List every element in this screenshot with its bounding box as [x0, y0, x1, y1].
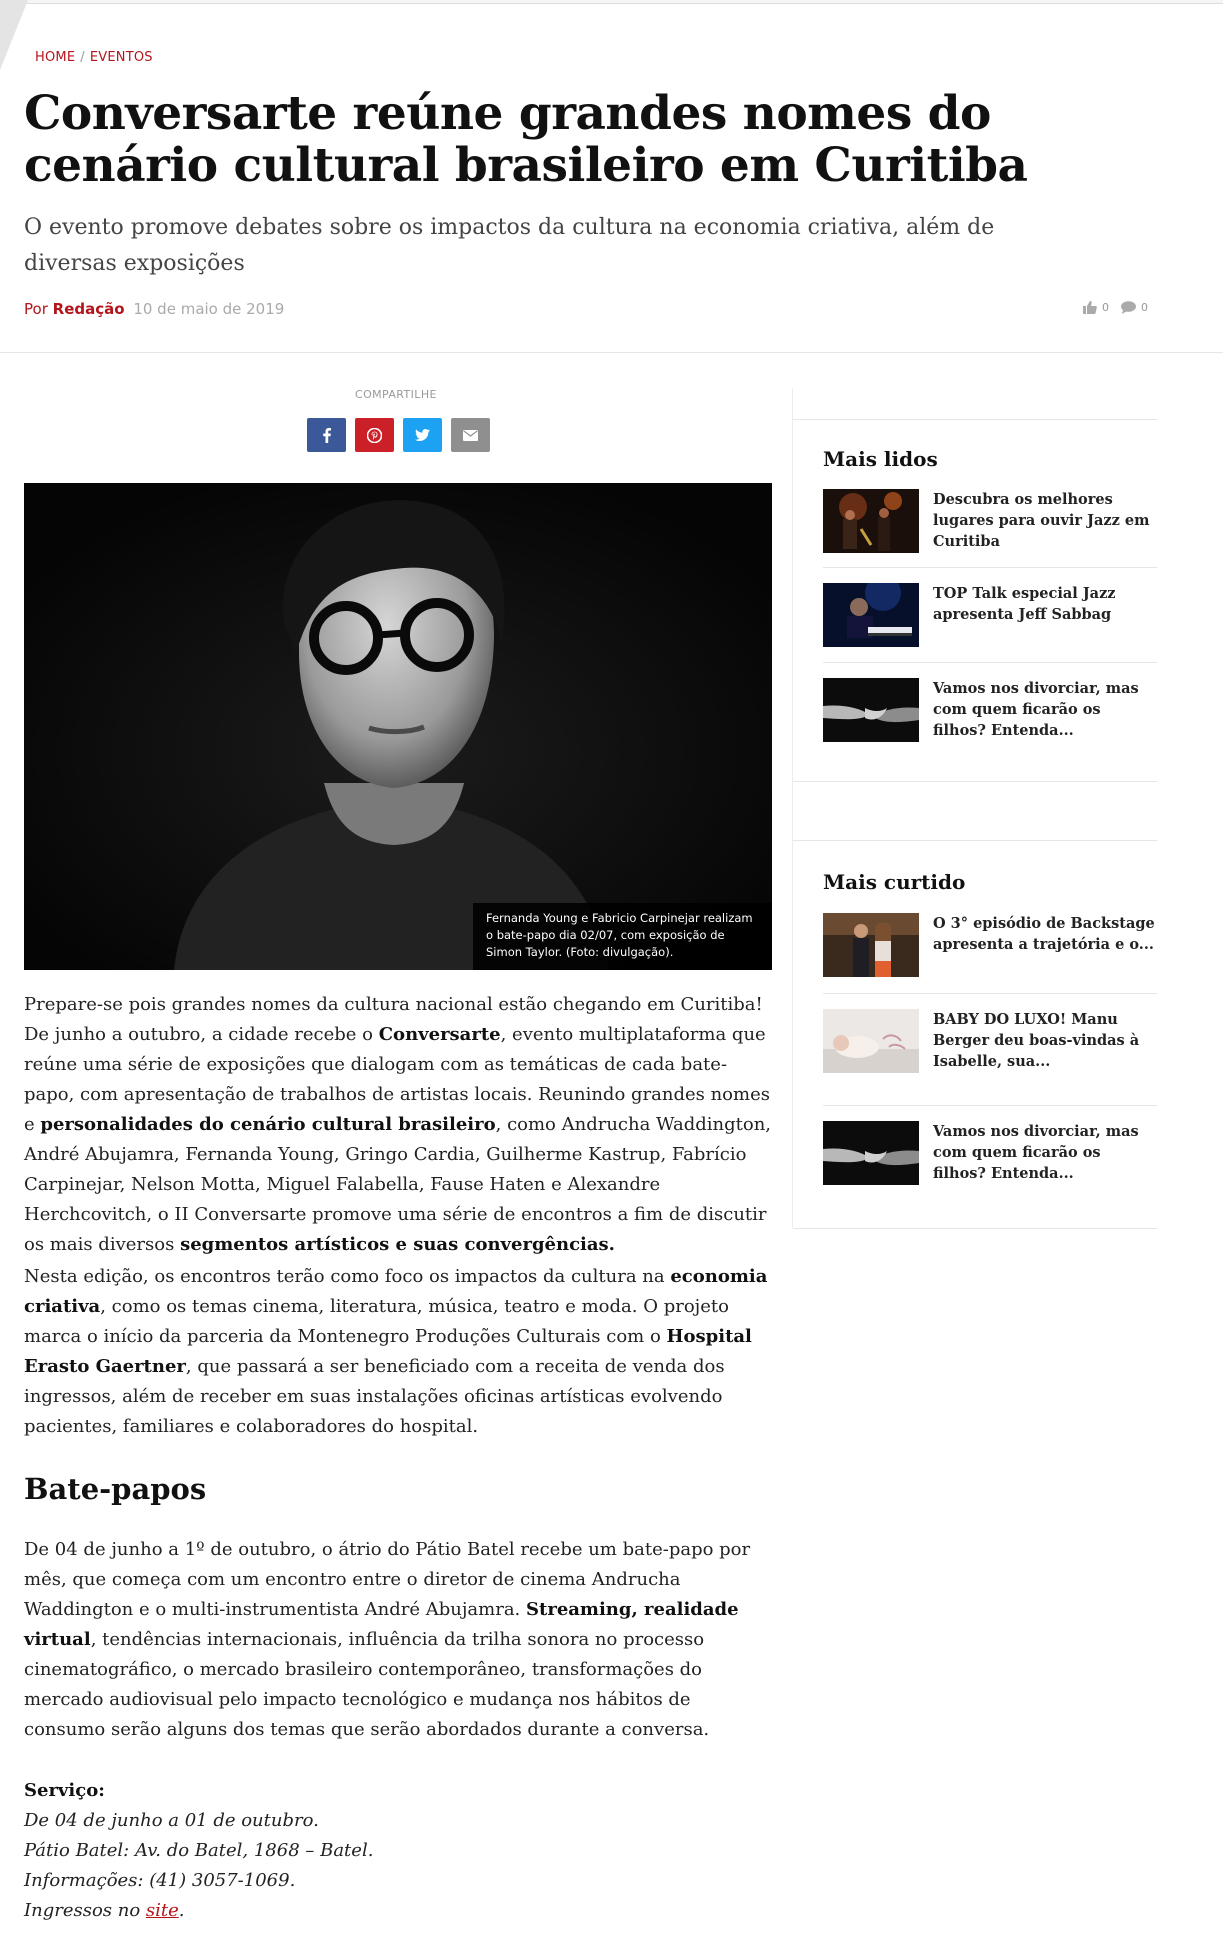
- p3-text-c: , tendências internacionais, influência da trilha sonora no processo cinematográfico, o mercado brasileiro contemporâneo, transformações do mercado audiovisual pelo impacto tecnológico e mudança nos hábitos de consumo serão alguns dos temas que serão abordados durante a conversa.: [24, 1629, 710, 1740]
- mais-lidos-item-2-title[interactable]: TOP Talk especial Jazz apresenta Jeff Sabbag: [933, 585, 1116, 623]
- backstage-thumbnail[interactable]: [823, 913, 919, 977]
- p2-bold-economia: economia criativa: [24, 1266, 768, 1317]
- mais-lidos-item-1[interactable]: [823, 489, 1157, 553]
- hero-caption: Fernanda Young e Fabricio Carpinejar realizam o bate-papo dia 02/07, com exposição de Simon Taylor. (Foto: divulgação).: [473, 903, 772, 970]
- likes-count: 0: [1102, 301, 1109, 314]
- paragraph-intro: [24, 990, 776, 1260]
- breadcrumb-separator: /: [80, 50, 85, 65]
- tickets-suffix: .: [178, 1900, 185, 1921]
- p1-text-d: , como Andrucha Waddington, André Abujamra, Fernanda Young, Gringo Cardia, Guilherme Kastrup, Fabrício Carpinejar, Nelson Motta, Miguel Falabella, Fause Haten e Alexandre Herchcovitch, o II Conversarte promove uma série de encontros a fim de discutir os mais diversos: [24, 1114, 772, 1255]
- pinterest-share-button[interactable]: [355, 418, 394, 452]
- sidebar-rule: [793, 840, 1157, 841]
- header-divider: [0, 352, 1223, 353]
- twitter-icon: [415, 429, 430, 441]
- mais-curtido-item-3-title[interactable]: Vamos nos divorciar, mas com quem ficarão os filhos? Entenda...: [933, 1123, 1139, 1182]
- mais-curtido-title: Mais curtido: [823, 870, 966, 894]
- article-stats: [1083, 301, 1148, 314]
- thumbs-up-icon: [1083, 301, 1097, 314]
- sidebar-rule: [793, 1228, 1157, 1229]
- mais-lidos-title: Mais lidos: [823, 447, 938, 471]
- email-share-button[interactable]: [451, 418, 490, 452]
- mais-curtido-item-2[interactable]: [823, 1009, 1157, 1073]
- hands-thumbnail[interactable]: [823, 678, 919, 742]
- mais-curtido-item-2-title[interactable]: BABY DO LUXO! Manu Berger deu boas-vindas à Isabelle, sua...: [933, 1011, 1140, 1070]
- portrait-photo: [24, 483, 772, 970]
- p3-bold-streaming: Streaming, realidade virtual: [24, 1599, 739, 1650]
- twitter-share-button[interactable]: [403, 418, 442, 452]
- mais-lidos-item-3-title[interactable]: Vamos nos divorciar, mas com quem ficarão os filhos? Entenda...: [933, 680, 1139, 739]
- likes-stat[interactable]: [1083, 301, 1109, 314]
- mais-lidos-item-2[interactable]: [823, 583, 1157, 647]
- p1-bold-segmentos: segmentos artísticos e suas convergências.: [180, 1234, 615, 1255]
- facebook-icon: [323, 428, 331, 443]
- baby-thumbnail[interactable]: [823, 1009, 919, 1073]
- article-title: Conversarte reúne grandes nomes do cenário cultural brasileiro em Curitiba: [24, 86, 1028, 193]
- sidebar-top-rule: [793, 419, 1157, 420]
- servico-address: Pátio Batel: Av. do Batel, 1868 – Batel.: [24, 1840, 374, 1861]
- article-subtitle: O evento promove debates sobre os impactos da cultura na economia criativa, além de diversas exposições: [24, 215, 995, 276]
- servico-dates: De 04 de junho a 01 de outubro.: [24, 1810, 319, 1831]
- servico-phone: Informações: (41) 3057-1069.: [24, 1870, 296, 1891]
- item-divider: [823, 1105, 1157, 1106]
- paragraph-bate-papos: [24, 1535, 776, 1745]
- p1-text-c: , evento multiplataforma que reúne uma série de exposições que dialogam com as temáticas de cada bate-papo, com apresentação de trabalhos de artistas locais. Reunindo grandes nomes e: [24, 1024, 770, 1135]
- mais-curtido-item-1-title[interactable]: O 3° episódio de Backstage apresenta a trajetória e o...: [933, 915, 1155, 953]
- comments-stat[interactable]: [1121, 301, 1148, 314]
- servico-tickets: [24, 1896, 373, 1926]
- tickets-prefix: Ingressos no: [24, 1900, 146, 1921]
- sidebar-rule: [793, 781, 1157, 782]
- mais-lidos-item-1-title[interactable]: Descubra os melhores lugares para ouvir Jazz em Curitiba: [933, 491, 1150, 550]
- hero-image: [24, 483, 772, 970]
- byline: [24, 300, 284, 318]
- envelope-icon: [463, 430, 478, 441]
- mais-lidos-item-3[interactable]: [823, 678, 1157, 742]
- p3-text-a: De 04 de junho a 1º de outubro, o átrio do Pátio Batel recebe um bate-papo por mês, que começa com um encontro entre o diretor de cinema Andrucha Waddington e o multi-instrumentista André Abujamra.: [24, 1539, 751, 1620]
- byline-prefix: Por: [24, 300, 48, 318]
- p2-bold-hospital: Hospital Erasto Gaertner: [24, 1326, 752, 1377]
- item-divider: [823, 662, 1157, 663]
- breadcrumb-section-link[interactable]: EVENTOS: [89, 50, 153, 65]
- share-label: COMPARTILHE: [355, 388, 437, 401]
- paragraph-edicao: [24, 1262, 776, 1442]
- tickets-site-link[interactable]: site: [145, 1900, 179, 1921]
- p1-bold-personalidades: personalidades do cenário cultural brasileiro: [40, 1114, 496, 1135]
- servico-title: Serviço:: [24, 1780, 105, 1801]
- p1-bold-conversarte: Conversarte: [378, 1024, 501, 1045]
- servico-block: [24, 1776, 373, 1926]
- article-date: 10 de maio de 2019: [133, 300, 285, 318]
- pinterest-icon: [367, 428, 382, 443]
- mais-curtido-item-1[interactable]: [823, 913, 1157, 977]
- corner-decoration: [0, 0, 28, 70]
- share-buttons: [307, 418, 490, 452]
- facebook-share-button[interactable]: [307, 418, 346, 452]
- mais-curtido-item-3[interactable]: [823, 1121, 1157, 1185]
- p2-text-d: , que passará a ser beneficiado com a receita de venda dos ingressos, além de receber em suas instalações oficinas artísticas evolvendo pacientes, familiares e colaboradores do hospital.: [24, 1356, 725, 1437]
- p1-text-a: Prepare-se pois grandes nomes da cultura nacional estão chegando em Curitiba! De junho a outubro, a cidade recebe o: [24, 994, 763, 1045]
- item-divider: [823, 567, 1157, 568]
- top-talk-thumbnail[interactable]: [823, 583, 919, 647]
- comments-count: 0: [1141, 301, 1148, 314]
- section-heading: Bate-papos: [24, 1472, 207, 1506]
- breadcrumb-home-link[interactable]: HOME: [35, 50, 76, 65]
- sidebar-divider: [792, 388, 793, 1228]
- breadcrumb: [35, 50, 153, 65]
- hands-thumbnail[interactable]: [823, 1121, 919, 1185]
- top-bar: [0, 0, 1223, 4]
- comment-icon: [1121, 301, 1136, 314]
- p2-text-a: Nesta edição, os encontros terão como foco os impactos da cultura na: [24, 1266, 671, 1287]
- item-divider: [823, 993, 1157, 994]
- author-link[interactable]: Redação: [52, 300, 125, 318]
- p2-text-c: , como os temas cinema, literatura, música, teatro e moda. O projeto marca o início da parceria da Montenegro Produções Culturais com o: [24, 1296, 729, 1347]
- jazz-thumbnail[interactable]: [823, 489, 919, 553]
